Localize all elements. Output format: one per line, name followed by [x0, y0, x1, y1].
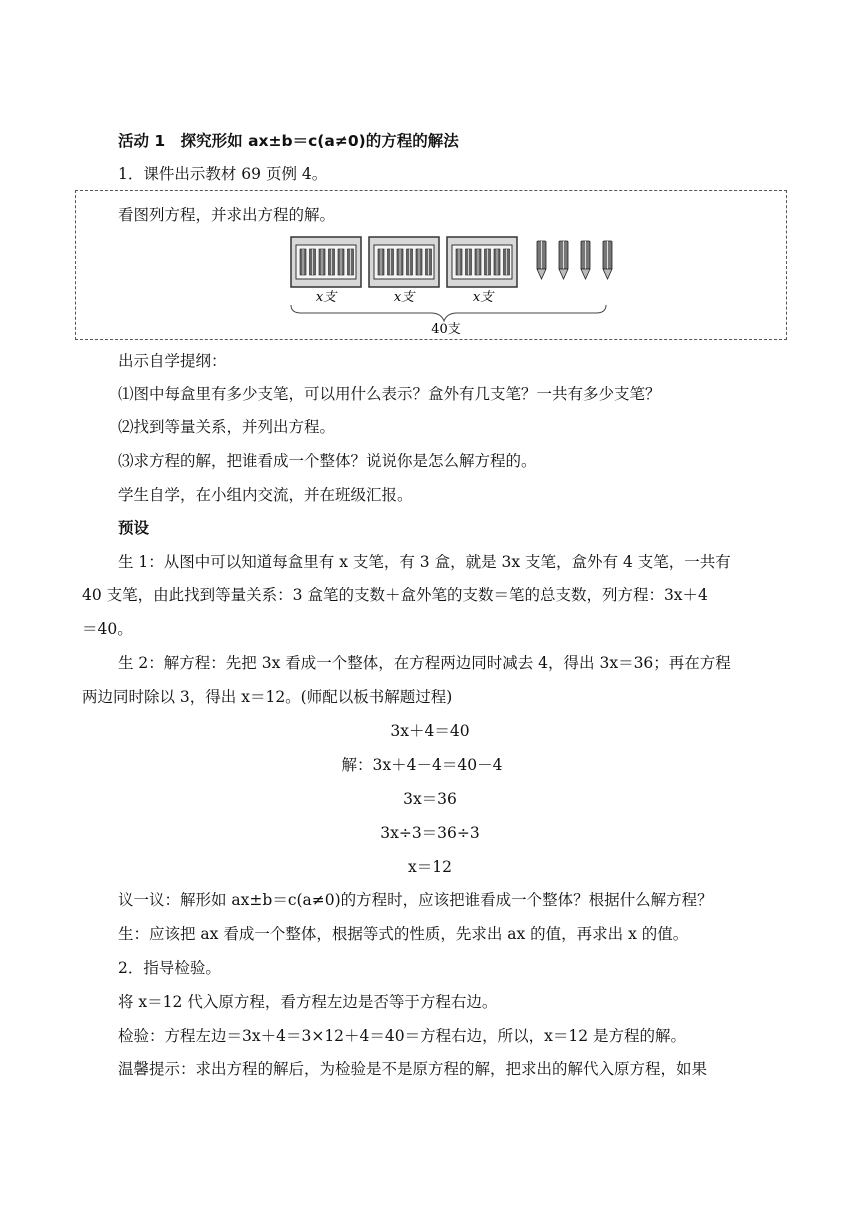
- student1-line3: ＝40。: [82, 620, 133, 638]
- box-label-1: x支: [315, 290, 337, 305]
- student2-line1: 生 2：解方程：先把 3x 看成一个整体，在方程两边同时减去 4，得出 3x＝36；再在方程: [118, 654, 731, 672]
- example-box: [75, 190, 787, 340]
- equation-2: 解：3x＋4－4＝40－4: [341, 756, 503, 774]
- pencil-boxes-illustration: [76, 231, 788, 341]
- discuss-text: 议一议：解形如 ax±b＝c(a≠0)的方程时，应该把谁看成一个整体？根据什么解方程？: [118, 891, 713, 909]
- outline-q2: ⑵找到等量关系，并列出方程。: [118, 418, 336, 436]
- loose-pencil: [537, 241, 546, 279]
- check-text: 检验：方程左边＝3x＋4＝3×12＋4＝40＝方程右边，所以，x＝12 是方程的解。: [118, 1027, 687, 1045]
- box-instruction: 看图列方程，并求出方程的解。: [118, 206, 336, 224]
- equation-1: 3x＋4＝40: [390, 722, 470, 740]
- substitute-text: 将 x＝12 代入原方程，看方程左边是否等于方程右边。: [118, 993, 498, 1011]
- total-label: 40支: [431, 322, 461, 337]
- self-study-text: 学生自学，在小组内交流，并在班级汇报。: [118, 486, 413, 504]
- equation-5: x＝12: [408, 858, 452, 876]
- student-answer: 生：应该把 ax 看成一个整体，根据等式的性质，先求出 ax 的值，再求出 x 的值。: [118, 925, 689, 943]
- pencil-box: [369, 237, 439, 287]
- student1-line2: 40 支笔，由此找到等量关系：3 盒笔的支数＋盒外笔的支数＝笔的总支数，列方程：3x＋4: [82, 586, 708, 604]
- box-label-3: x支: [472, 290, 494, 305]
- outline-q1: ⑴图中每盒里有多少支笔，可以用什么表示？盒外有几支笔？一共有多少支笔？: [118, 385, 661, 403]
- total-brace: [291, 305, 606, 321]
- equation-4: 3x÷3＝36÷3: [380, 824, 480, 842]
- loose-pencil: [559, 241, 568, 279]
- activity-heading: 活动 1 探究形如 ax±b＝c(a≠0)的方程的解法: [118, 132, 459, 150]
- tip-text: 温馨提示：求出方程的解后，为检验是不是原方程的解，把求出的解代入原方程，如果: [118, 1060, 708, 1078]
- box-label-2: x支: [393, 290, 415, 305]
- outline-q3: ⑶求方程的解，把谁看成一个整体？说说你是怎么解方程的。: [118, 452, 537, 470]
- outline-title: 出示自学提纲：: [118, 352, 227, 370]
- item-1: 1．课件出示教材 69 页例 4。: [118, 165, 328, 183]
- pencil-box: [447, 237, 517, 287]
- student1-line1: 生 1：从图中可以知道每盒里有 x 支笔，有 3 盒，就是 3x 支笔，盒外有 4 支笔，一共有: [118, 553, 731, 571]
- equation-3: 3x＝36: [403, 790, 457, 808]
- student2-line2: 两边同时除以 3，得出 x＝12。(师配以板书解题过程): [82, 688, 453, 706]
- loose-pencil: [581, 241, 590, 279]
- loose-pencil: [603, 241, 612, 279]
- preset-label: 预设: [118, 519, 150, 537]
- pencil-box: [291, 237, 361, 287]
- item-2: 2．指导检验。: [118, 959, 221, 977]
